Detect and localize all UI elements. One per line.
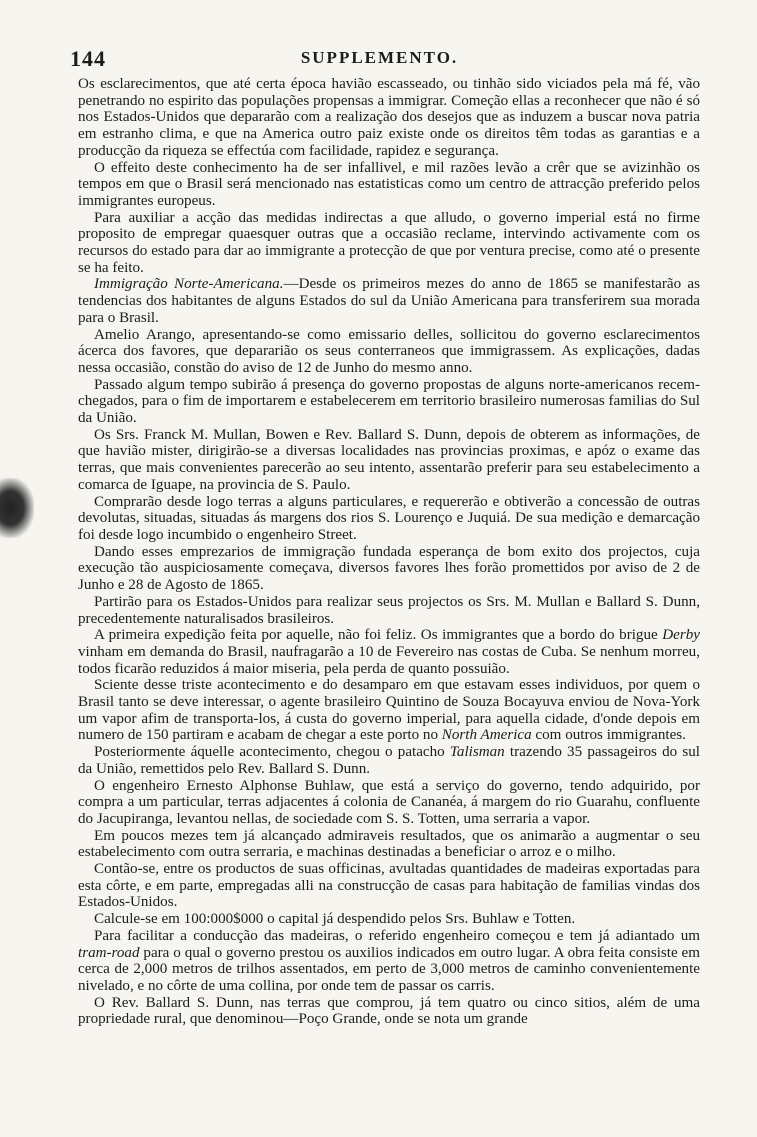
ink-stain bbox=[0, 478, 34, 538]
paragraph-text: com outros immigrantes. bbox=[531, 727, 686, 744]
paragraph-text: O Rev. Ballard S. Dunn, nas terras que comprou, já tem quatro ou cinco sitios, além de uma propriedade rural, que denominou—Poço Grande, onde se nota um grande bbox=[78, 994, 700, 1028]
paragraph bbox=[78, 828, 700, 861]
paragraph bbox=[78, 778, 700, 828]
paragraph bbox=[78, 427, 700, 494]
paragraph bbox=[78, 160, 700, 210]
paragraph bbox=[78, 911, 700, 928]
paragraph-text: Comprarão desde logo terras a alguns particulares, e requererão e obtiverão a concessão de outras devolutas, situadas, situadas ás margens dos rios S. Lourenço e Juquiá. De sua medição e demarcação foi desde logo incumbido o engenheiro Street. bbox=[78, 493, 700, 543]
paragraph-text: Em poucos mezes tem já alcançado admiraveis resultados, que os animarão a augmentar o seu estabelecimento com outra serraria, e machinas destinadas a beneficiar o arroz e o milho. bbox=[78, 827, 700, 861]
paragraph-text: vinham em demanda do Brasil, naufragarão a 10 de Fevereiro nas costas de Cuba. Se nenhum morreu, todos ficarão reduzidos á maior miseria, pela perda de quanto possuião. bbox=[78, 643, 700, 677]
paragraph bbox=[78, 327, 700, 377]
paragraph-text: trazendo 35 passageiros do sul da União, remettidos pelo Rev. Ballard S. Dunn. bbox=[78, 744, 700, 777]
paragraph bbox=[78, 377, 700, 427]
paragraph-text: Amelio Arango, apresentando-se como emissario delles, sollicitou do governo esclarecimentos ácerca dos favores, que depararião os seus conterraneos que immigrassem. As explicações, dadas nessa occasião, constão do aviso de 12 de Junho do mesmo anno. bbox=[78, 326, 700, 376]
paragraph bbox=[78, 76, 700, 160]
paragraph-text: Os esclarecimentos, que até certa época havião escasseado, ou tinhão sido viciados pela má fé, vão penetrando no espirito das populações propensas a immigrar. Começão ellas a reconhecer que não é só nos Estados-Unidos que depararão com a realização dos desejos que as induzem a buscar nova patria em estranho clima, e que na America outro paiz existe onde os direitos têm todas as garantias e a producção da riqueza se effectúa com facilidade, rapidez e segurança. bbox=[78, 76, 700, 159]
paragraph bbox=[78, 995, 700, 1028]
paragraph bbox=[78, 861, 700, 911]
paragraph-text: Sciente desse triste acontecimento e do desamparo em que estavam esses individuos, por quem o Brasil tanto se deve interessar, o agente brasileiro Quintino de Souza Bocayuva enviou de Nova-York um vapor afim de transporta-los, á custa do governo imperial, para aquella cidade, d'onde depois em numero de 150 partiram e acabam de chegar a este porto no bbox=[78, 677, 700, 744]
paragraph-text: Para facilitar a conducção das madeiras, o referido engenheiro começou e tem já adiantado um bbox=[94, 927, 700, 944]
paragraph-text: —Desde os primeiros mezes do anno de 1865 se manifestarão as tendencias dos habitantes de alguns Estados do sul da União Americana para transferirem sua morada para o Brasil. bbox=[78, 276, 700, 326]
italic-text: tram-road bbox=[78, 944, 140, 961]
page-number: 144 bbox=[70, 46, 106, 71]
page-header bbox=[70, 46, 689, 70]
italic-text: North America bbox=[441, 727, 532, 744]
paragraph bbox=[78, 210, 700, 277]
paragraph bbox=[78, 677, 700, 744]
italic-text: Talisman bbox=[449, 744, 505, 761]
paragraph-text: Posteriormente áquelle acontecimento, chegou o patacho bbox=[94, 744, 450, 761]
paragraph-text: Dando esses emprezarios de immigração fundada esperança de bom exito dos projectos, cuja execução tão auspiciosamente começava, diversos favores lhes forão promettidos por aviso de 2 de Junho e 28 de Agosto de 1865. bbox=[78, 543, 700, 594]
paragraph-text: Para auxiliar a acção das medidas indirectas a que alludo, o governo imperial está no firme proposito de empregar quaesquer outras que a occasião reclame, intervindo activamente com os recursos do estado para dar ao immigrante a protecção de que por ventura precise, como até o presente se ha feito. bbox=[78, 209, 700, 276]
paragraph bbox=[78, 928, 700, 995]
paragraph-text: Passado algum tempo subirão á presença do governo propostas de alguns norte-americanos recem-chegados, para o fim de importarem e estabelecerem em territorio brasileiro numerosas familias do Sul da União. bbox=[78, 376, 700, 427]
italic-text: Immigração Norte-Americana. bbox=[94, 276, 284, 293]
paragraph-text: O engenheiro Ernesto Alphonse Buhlaw, que está a serviço do governo, tendo adquirido, por compra a um particular, terras adjacentes á colonia de Cananéa, á margem do rio Guarahu, confluente do Jacupiranga, levantou nellas, de sociedade com S. S. Totten, uma serraria a vapor. bbox=[78, 777, 700, 827]
paragraph-text: Contão-se, entre os productos de suas officinas, avultadas quantidades de madeiras exportadas para esta côrte, e em parte, empregadas alli na construcção de casas para habitação de familias vindas dos Estados-Unidos. bbox=[78, 861, 700, 911]
paragraph bbox=[78, 494, 700, 544]
paragraph-text: O effeito deste conhecimento ha de ser infallivel, e mil razões levão a crêr que se avizinhão os tempos em que o Brasil será mencionado nas estatisticas como um centro de attracção preferido pelos immigrantes europeus. bbox=[78, 159, 700, 209]
body-text bbox=[78, 76, 700, 1028]
running-title: SUPPLEMENTO. bbox=[300, 48, 459, 67]
paragraph bbox=[78, 594, 700, 627]
italic-text: Derby bbox=[662, 627, 700, 644]
paragraph-text: Os Srs. Franck M. Mullan, Bowen e Rev. Ballard S. Dunn, depois de obterem as informações, de que havião mister, dirigirão-se a diversas localidades nas provincias proximas, e apóz o exame das terras, que mais convenientes parecerão ao seu intento, assentarão preferir para seu estabelecimento a comarca de Iguape, na provincia de S. Paulo. bbox=[78, 426, 700, 493]
paragraph-text: Calcule-se em 100:000$000 o capital já despendido pelos Srs. Buhlaw e Totten. bbox=[94, 911, 576, 928]
paragraph bbox=[78, 544, 700, 594]
paragraph-text: A primeira expedição feita por aquelle, não foi feliz. Os immigrantes que a bordo do brigue bbox=[94, 627, 663, 644]
paragraph bbox=[78, 627, 700, 677]
paragraph-text: para o qual o governo prestou os auxilios indicados em outro lugar. A obra feita consiste em cerca de 2,000 metros de trilhos assentados, em perto de 3,000 metros de caminho convenientemente nivelado, e no côrte de uma collina, por onde tem de passar os carris. bbox=[78, 944, 700, 994]
paragraph-text: Partirão para os Estados-Unidos para realizar seus projectos os Srs. M. Mullan e Ballard S. Dunn, precedentemente naturalisados brasileiros. bbox=[78, 593, 700, 627]
paragraph bbox=[78, 744, 700, 777]
paragraph bbox=[78, 276, 700, 326]
